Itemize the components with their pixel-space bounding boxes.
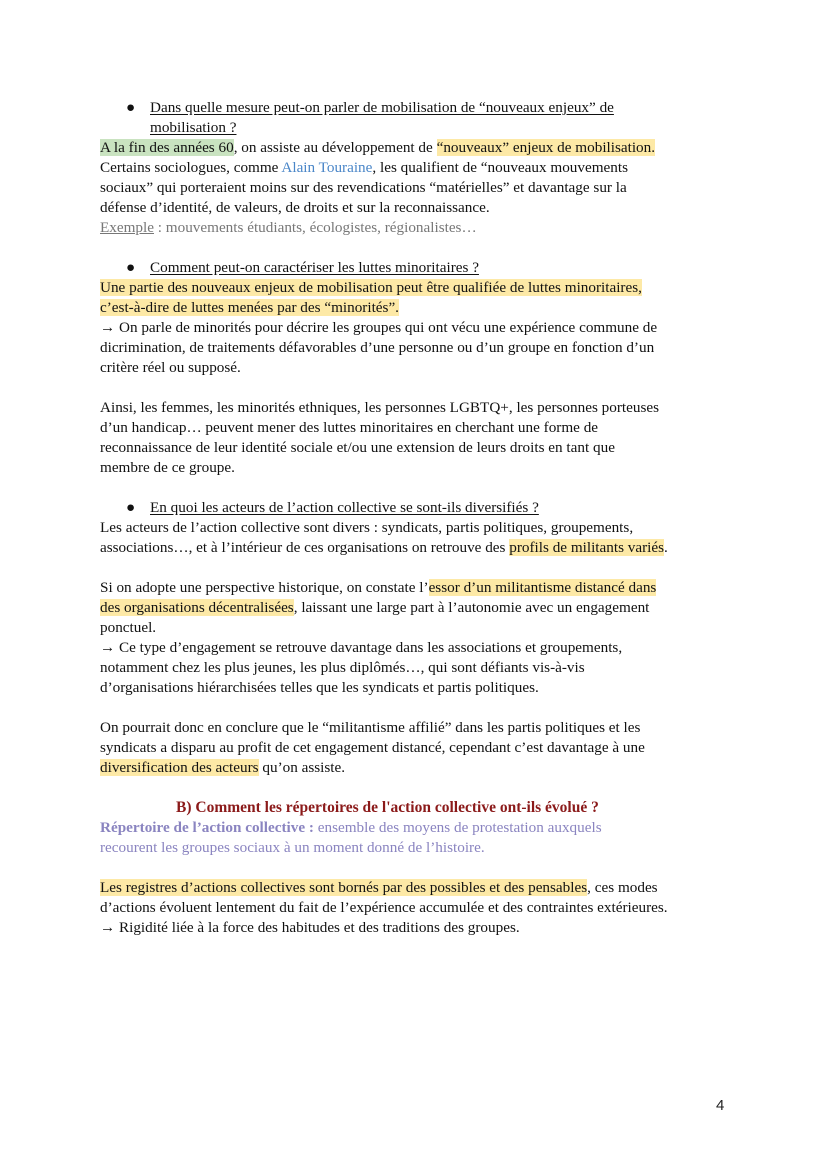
bullet-question-acteurs	[100, 498, 740, 518]
paragraph-line: d’un handicap… peuvent mener des luttes minoritaires en cherchant une forme de	[100, 419, 599, 436]
bullet-icon: ●	[126, 99, 136, 116]
paragraph-line: des organisations décentralisées, laissant une large part à l’autonomie avec un engagement	[100, 599, 650, 616]
definition-text: ensemble des moyens de protestation auxquels	[313, 819, 602, 836]
highlight-yellow: Les registres d’actions collectives sont bornés par des possibles et des pensables	[100, 879, 588, 896]
paragraph-line: → On parle de minorités pour décrire les groupes qui ont vécu une expérience commune de	[100, 319, 658, 336]
paragraph-line: Les registres d’actions collectives sont bornés par des possibles et des pensables, ces modes	[100, 879, 658, 896]
question-text: En quoi les acteurs de l’action collective se sont-ils diversifiés ?	[150, 499, 539, 516]
example-line	[100, 218, 740, 238]
page-number: 4	[716, 1097, 725, 1114]
paragraph-line: A la fin des années 60, on assiste au développement de “nouveaux” enjeux de mobilisation.	[100, 139, 656, 156]
definition-line	[100, 818, 740, 838]
paragraph-line: Si on adopte une perspective historique, on constate l’essor d’un militantisme distancé dans	[100, 579, 657, 596]
question-text-cont: mobilisation ?	[150, 119, 237, 136]
paragraph-line: Les acteurs de l’action collective sont divers : syndicats, partis politiques, groupements,	[100, 519, 634, 536]
highlight-green: A la fin des années 60	[100, 139, 234, 156]
highlight-yellow: des organisations décentralisées	[100, 599, 294, 616]
paragraph-line: sociaux” qui porteraient moins sur des revendications “matérielles” et davantage sur la	[100, 179, 627, 196]
paragraph-line: syndicats a disparu au profit de cet engagement distancé, cependant c’est davantage à une	[100, 739, 645, 756]
highlight-yellow: essor d’un militantisme distancé dans	[428, 579, 657, 596]
definition-term: Répertoire de l’action collective :	[100, 819, 314, 836]
paragraph-line: associations…, et à l’intérieur de ces organisations on retrouve des profils de militants variés.	[100, 539, 668, 556]
author-name: Alain Touraine	[281, 159, 373, 176]
example-text: : mouvements étudiants, écologistes, régionalistes…	[153, 219, 477, 236]
paragraph-line: diversification des acteurs qu’on assiste.	[100, 759, 346, 776]
paragraph-line: d’organisations hiérarchisées telles que les syndicats et partis politiques.	[100, 679, 539, 696]
paragraph-line: défense d’identité, de valeurs, de droits et sur la reconnaissance.	[100, 199, 490, 216]
highlight-yellow: profils de militants variés	[509, 539, 665, 556]
paragraph-line: Ainsi, les femmes, les minorités ethniques, les personnes LGBTQ+, les personnes porteuses	[100, 399, 660, 416]
definition-line: recourent les groupes sociaux à un moment donné de l’histoire.	[100, 839, 485, 856]
paragraph-line: ponctuel.	[100, 619, 157, 636]
example-label: Exemple	[100, 219, 154, 236]
question-text: Comment peut-on caractériser les luttes minoritaires ?	[150, 259, 479, 276]
highlight-yellow: Une partie des nouveaux enjeux de mobilisation peut être qualifiée de luttes minoritaires,	[100, 279, 642, 296]
paragraph-line: notamment chez les plus jeunes, les plus diplômés…, qui sont défiants vis-à-vis	[100, 659, 585, 676]
question-text: Dans quelle mesure peut-on parler de mobilisation de “nouveaux enjeux” de	[150, 99, 614, 116]
highlight-yellow: diversification des acteurs	[100, 759, 259, 776]
document-page	[100, 98, 740, 938]
bullet-question-luttes-minoritaires	[100, 258, 740, 278]
bullet-question-nouveaux-enjeux	[100, 98, 740, 118]
paragraph-line: d’actions évoluent lentement du fait de l’expérience accumulée et des contraintes extérieures.	[100, 899, 668, 916]
paragraph-line: → Ce type d’engagement se retrouve davantage dans les associations et groupements,	[100, 639, 623, 656]
paragraph-line	[100, 298, 740, 318]
paragraph-line: → Rigidité liée à la force des habitudes et des traditions des groupes.	[100, 919, 520, 936]
bullet-icon: ●	[126, 499, 136, 516]
bullet-icon: ●	[126, 259, 136, 276]
paragraph-line: dicrimination, de traitements défavorables d’une personne ou d’un groupe en fonction d’un	[100, 339, 655, 356]
paragraph-line: critère réel ou supposé.	[100, 359, 241, 376]
paragraph-line: membre de ce groupe.	[100, 459, 235, 476]
highlight-yellow: c’est-à-dire de luttes menées par des “minorités”.	[100, 299, 399, 316]
paragraph-line: reconnaissance de leur identité sociale et/ou une extension de leurs droits en tant que	[100, 439, 615, 456]
paragraph-line: Certains sociologues, comme Alain Touraine, les qualifient de “nouveaux mouvements	[100, 159, 628, 176]
section-heading: B) Comment les répertoires de l'action collective ont-ils évolué ?	[176, 799, 599, 816]
paragraph-line	[100, 278, 740, 298]
highlight-yellow: “nouveaux” enjeux de mobilisation.	[436, 139, 656, 156]
paragraph-line: On pourrait donc en conclure que le “militantisme affilié” dans les partis politiques et les	[100, 719, 641, 736]
